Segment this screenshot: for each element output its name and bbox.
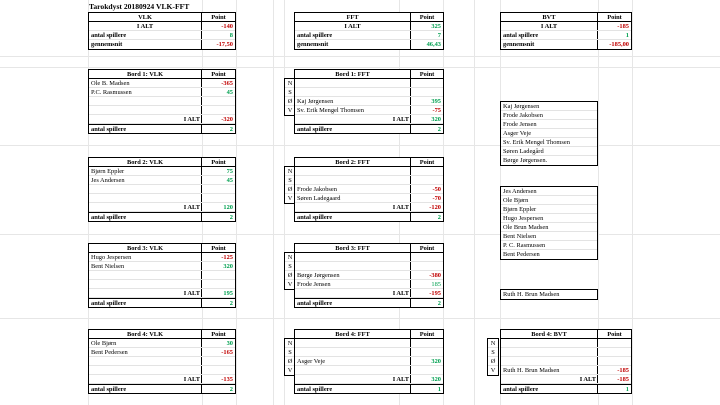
table-row bbox=[89, 185, 235, 194]
table-row bbox=[89, 106, 235, 115]
table-row bbox=[89, 366, 235, 375]
table-row: Bent Nielsen 320 bbox=[91, 263, 233, 270]
table-row bbox=[295, 88, 443, 97]
summary-vlk-total: I ALT -140 bbox=[89, 22, 235, 31]
list-item: Bent Nielsen bbox=[501, 232, 597, 241]
summary-fft bbox=[294, 12, 444, 50]
summary-bvt-antal: antal spillere 1 bbox=[503, 32, 629, 39]
summary-fft-header: FFT Point bbox=[295, 13, 443, 22]
list-item: Børge Jørgensen. bbox=[503, 157, 548, 164]
table-header: Bord 3: FFT Point bbox=[295, 244, 443, 253]
list-item: Sv. Erik Mengel Thomsen bbox=[501, 138, 597, 147]
table-row bbox=[89, 194, 235, 203]
list-item: Asger Veje bbox=[501, 129, 597, 138]
table-row bbox=[89, 280, 235, 289]
table-bord1-vlk bbox=[88, 69, 236, 134]
direction-letters: N S Ø V bbox=[284, 78, 296, 116]
table-total: I ALT 320 bbox=[295, 115, 443, 124]
direction-letters: N S Ø V bbox=[284, 166, 296, 204]
summary-fft-antal: antal spillere 7 bbox=[297, 32, 441, 39]
sheet-title: Tarokdyst 20180924 VLK-FFT bbox=[89, 2, 190, 11]
name-list-3 bbox=[500, 289, 598, 300]
direction-letters: N S Ø V bbox=[487, 338, 499, 376]
direction-letters: N S Ø V bbox=[284, 252, 296, 290]
table-antal: antal spillere 2 bbox=[91, 386, 233, 393]
table-total: I ALT 195 bbox=[89, 289, 235, 298]
table-antal: antal spillere 2 bbox=[297, 300, 441, 307]
table-total: I ALT -320 bbox=[89, 115, 235, 124]
summary-bvt-total: I ALT -185 bbox=[501, 22, 631, 31]
list-item: Hugo Jespersen bbox=[501, 214, 597, 223]
list-item: Bjørn Eppler bbox=[501, 205, 597, 214]
table-row: Søren Ladegaard -70 bbox=[297, 195, 441, 202]
summary-vlk-header: VLK Point bbox=[89, 13, 235, 22]
list-item: Frode Jakobsen bbox=[501, 111, 597, 120]
table-row bbox=[295, 366, 443, 375]
table-row bbox=[501, 339, 631, 348]
table-total: I ALT -185 bbox=[501, 375, 631, 384]
table-antal: antal spillere 1 bbox=[297, 386, 441, 393]
table-total: I ALT -120 bbox=[295, 203, 443, 212]
table-header: Bord 4: VLK Point bbox=[89, 330, 235, 339]
direction-letters: N S Ø V bbox=[284, 338, 296, 376]
table-bord1-fft bbox=[294, 69, 444, 134]
table-header: Bord 4: FFT Point bbox=[295, 330, 443, 339]
table-bord2-vlk bbox=[88, 157, 236, 222]
table-row bbox=[295, 339, 443, 348]
summary-fft-average: gennemsnit 46,43 bbox=[297, 41, 441, 48]
table-antal: antal spillere 2 bbox=[91, 126, 233, 133]
table-row bbox=[501, 357, 631, 366]
table-header: Bord 1: FFT Point bbox=[295, 70, 443, 79]
table-row: Frode Jensen 185 bbox=[297, 281, 441, 288]
summary-vlk-antal: antal spillere 8 bbox=[91, 32, 233, 39]
table-antal: antal spillere 2 bbox=[297, 126, 441, 133]
table-bord2-fft bbox=[294, 157, 444, 222]
summary-vlk bbox=[88, 12, 236, 50]
name-list-1 bbox=[500, 101, 598, 166]
table-row: Ole Bjørn 30 bbox=[91, 340, 233, 347]
table-antal: antal spillere 2 bbox=[91, 214, 233, 221]
table-row bbox=[295, 262, 443, 271]
table-row: Kaj Jørgensen 395 bbox=[297, 98, 441, 105]
table-row: Sv. Erik Mengel Thomsen -75 bbox=[297, 107, 441, 114]
summary-bvt-average: gennemsnit -185,00 bbox=[503, 41, 629, 48]
list-item: Kaj Jørgensen bbox=[501, 102, 597, 111]
table-bord3-vlk bbox=[88, 243, 236, 308]
table-bord3-fft bbox=[294, 243, 444, 308]
table-row: Børge Jørgensen -380 bbox=[297, 272, 441, 279]
list-item: Frode Jensen bbox=[501, 120, 597, 129]
table-row: Asger Veje 320 bbox=[297, 358, 441, 365]
table-row bbox=[89, 357, 235, 366]
table-antal: antal spillere 1 bbox=[503, 386, 629, 393]
table-row bbox=[89, 271, 235, 280]
table-total: I ALT 120 bbox=[89, 203, 235, 212]
table-total: I ALT -195 bbox=[295, 289, 443, 298]
summary-fft-total: I ALT 325 bbox=[295, 22, 443, 31]
list-item: Ole Bjørn bbox=[501, 196, 597, 205]
table-row: P.C. Rasmussen 45 bbox=[91, 89, 233, 96]
list-item: P. C. Rasmussen bbox=[501, 241, 597, 250]
table-header: Bord 3: VLK Point bbox=[89, 244, 235, 253]
table-header: Bord 2: FFT Point bbox=[295, 158, 443, 167]
table-total: I ALT 320 bbox=[295, 375, 443, 384]
table-row: Bent Pedersen -165 bbox=[91, 349, 233, 356]
table-row: Ole B. Madsen -365 bbox=[91, 80, 233, 87]
table-row: Bjørn Eppler 75 bbox=[91, 168, 233, 175]
table-row bbox=[89, 97, 235, 106]
table-row bbox=[295, 176, 443, 185]
table-row bbox=[295, 253, 443, 262]
table-row: Ruth H. Brun Madsen -185 bbox=[503, 367, 629, 374]
name-list-2 bbox=[500, 186, 598, 260]
table-antal: antal spillere 2 bbox=[297, 214, 441, 221]
table-row bbox=[295, 348, 443, 357]
table-row bbox=[295, 79, 443, 88]
list-item: Ruth H. Brun Madsen bbox=[503, 291, 560, 298]
list-item: Jes Andersen bbox=[501, 187, 597, 196]
list-item: Ole Brun Madsen bbox=[501, 223, 597, 232]
table-row bbox=[501, 348, 631, 357]
table-bord4-fft bbox=[294, 329, 444, 394]
summary-bvt-header: BVT Point bbox=[501, 13, 631, 22]
table-row bbox=[295, 167, 443, 176]
summary-bvt bbox=[500, 12, 632, 50]
list-item: Bent Pedersen bbox=[503, 251, 540, 258]
table-header: Bord 2: VLK Point bbox=[89, 158, 235, 167]
table-header: Bord 1: VLK Point bbox=[89, 70, 235, 79]
table-total: I ALT -135 bbox=[89, 375, 235, 384]
table-bord4-vlk bbox=[88, 329, 236, 394]
table-bord4-bvt bbox=[500, 329, 632, 394]
table-antal: antal spillere 2 bbox=[91, 300, 233, 307]
table-row: Hugo Jespersen -125 bbox=[91, 254, 233, 261]
table-row: Jes Andersen 45 bbox=[91, 177, 233, 184]
table-row: Frode Jakobsen -50 bbox=[297, 186, 441, 193]
list-item: Søren Ladegård bbox=[501, 147, 597, 156]
summary-vlk-average: gennemsnit -17,50 bbox=[91, 41, 233, 48]
table-header: Bord 4: BVT Point bbox=[501, 330, 631, 339]
